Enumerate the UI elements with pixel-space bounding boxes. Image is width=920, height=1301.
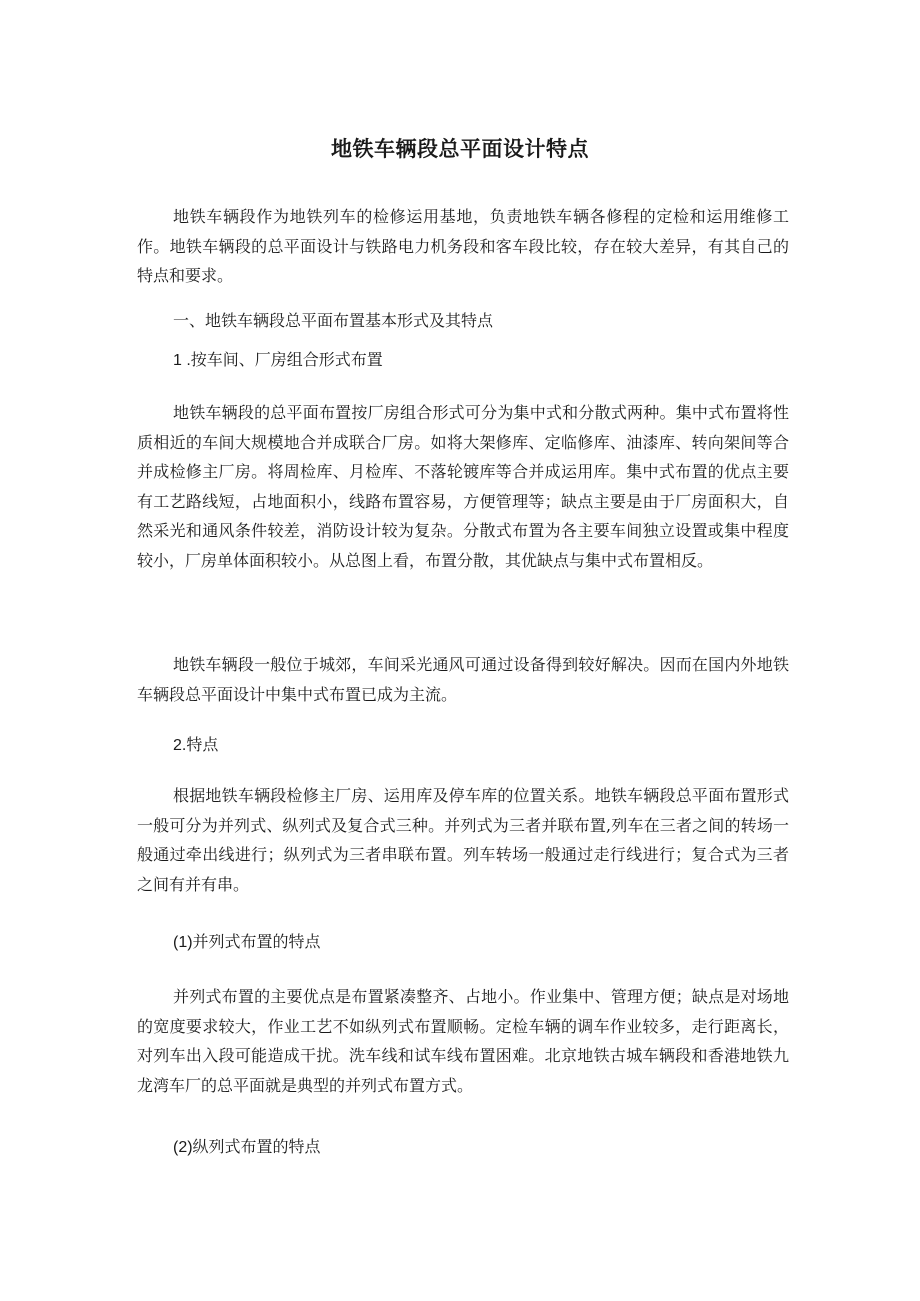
layout-paragraph: 地铁车辆段的总平面布置按厂房组合形式可分为集中式和分散式两种。集中式布置将性质相近的车间大规模地合并成联合厂房。如将大架修库、定临修库、油漆库、转向架间等合并成检修主厂房。将周检库、月检库、不落轮镀库等合并成运用库。集中式布置的优点主要有工艺路线短，占地面积小，线路布置容易，方便管理等；缺点主要是由于厂房面积大，自然采光和通风条件较差，消防设计较为复杂。分散式布置为各主要车间独立设置或集中程度较小，厂房单体面积较小。从总图上看，布置分散，其优缺点与集中式布置相反。 [137, 403, 789, 570]
section-heading-1: 一、地铁车辆段总平面布置基本形式及其特点 [173, 311, 494, 330]
forms-paragraph: 根据地铁车辆段检修主厂房、运用库及停车库的位置关系。地铁车辆段总平面布置形式一般可分为并列式、纵列式及复合式三种。并列式为三者并联布置,列车在三者之间的转场一般通过牵出线进行；纵列式为三者串联布置。列车转场一般通过走行线进行；复合式为三者之间有并有串。 [137, 786, 789, 894]
page-title: 地铁车辆段总平面设计特点 [331, 137, 589, 161]
subsection-heading-3: (1)并列式布置的特点 [173, 934, 321, 951]
subsection-heading-4: (2)纵列式布置的特点 [173, 1139, 321, 1156]
intro-paragraph: 地铁车辆段作为地铁列车的检修运用基地，负责地铁车辆各修程的定检和运用维修工作。地铁车辆段的总平面设计与铁路电力机务段和客车段比较，存在较大差异，有其自己的特点和要求。 [137, 207, 789, 285]
location-paragraph: 地铁车辆段一般位于城郊，车间采光通风可通过设备得到较好解决。因而在国内外地铁车辆段总平面设计中集中式布置已成为主流。 [137, 655, 789, 704]
subsection-heading-2: 2.特点 [173, 737, 219, 754]
subsection-heading-1: 1 .按车间、厂房组合形式布置 [173, 352, 383, 369]
parallel-paragraph: 并列式布置的主要优点是布置紧凑整齐、占地小。作业集中、管理方便；缺点是对场地的宽度要求较大，作业工艺不如纵列式布置顺畅。定检车辆的调车作业较多，走行距离长，对列车出入段可能造成干扰。洗车线和试车线布置困难。北京地铁古城车辆段和香港地铁九龙湾车厂的总平面就是典型的并列式布置方式。 [137, 987, 789, 1095]
